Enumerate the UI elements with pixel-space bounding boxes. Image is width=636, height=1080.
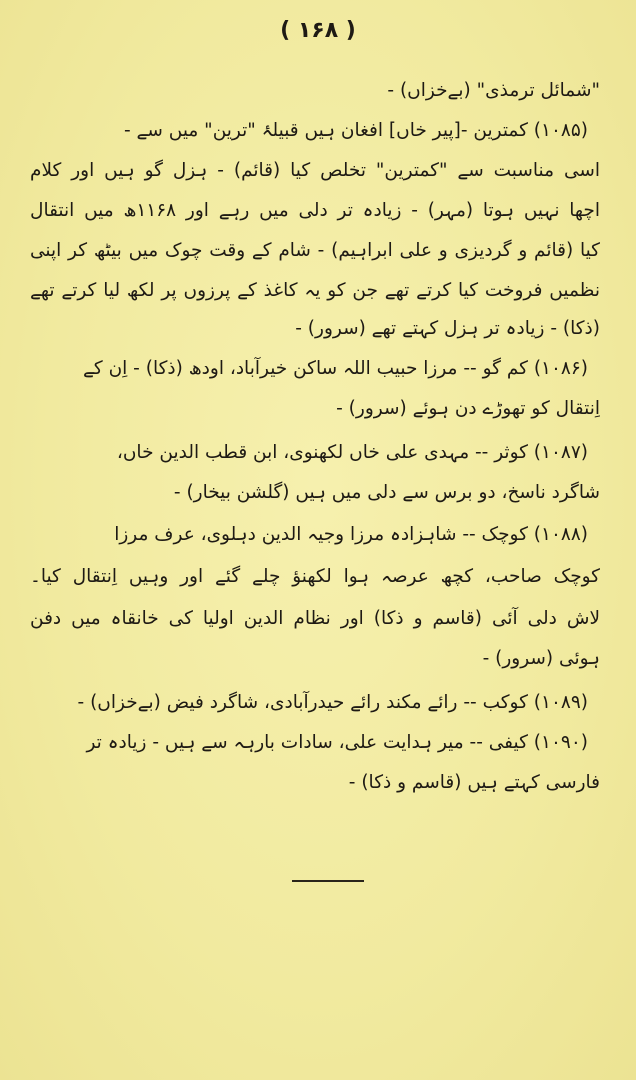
entry-1085-line-6: (ذکا) - زیادہ تر ہزل کہتے تھے (سرور) - xyxy=(295,318,600,339)
entry-1085-line-4: کیا (قائم و گردیزی و علی ابراہیم) - شام کے وقت چوک میں بیٹھ کر اپنی xyxy=(30,240,600,261)
entry-1088-line-4: ہوئی (سرور) - xyxy=(482,648,600,669)
entry-1086-line-2: اِنتقال کو تھوڑے دن ہوئے (سرور) - xyxy=(336,398,600,419)
section-divider xyxy=(292,880,364,882)
text-line-1: "شمائل ترمذی" (بےخزاں) - xyxy=(387,80,600,101)
entry-1088-line-2: کوچک صاحب، کچھ عرصہ ہوا لکھنؤ چلے گئے اور وہیں اِنتقال کیا۔ xyxy=(30,566,600,587)
entry-1087-line-1: (۱۰۸۷) کوثر -- مہدی علی خاں لکھنوی، ابن قطب الدین خاں، xyxy=(116,442,588,463)
entry-1090-line-2: فارسی کہتے ہیں (قاسم و ذکا) - xyxy=(348,772,600,793)
entry-1086-line-1: (۱۰۸۶) کم گو -- مرزا حبیب اللہ ساکن خیرآباد، اودھ (ذکا) - اِن کے xyxy=(83,358,588,379)
entry-1085-line-5: نظمیں فروخت کیا کرتے تھے جن کو یہ کاغذ کے پرزوں پر لکھ لیا کرتے تھے xyxy=(30,280,600,301)
entry-1088-line-1: (۱۰۸۸) کوچک -- شاہزادہ مرزا وجیہ الدین دہلوی، عرف مرزا xyxy=(114,524,588,545)
entry-1089-line-1: (۱۰۸۹) کوکب -- رائے مکند رائے حیدرآبادی، شاگرد فیض (بےخزاں) - xyxy=(77,692,588,713)
page-number: ( ۱۶۸ ) xyxy=(280,18,356,43)
entry-1090-line-1: (۱۰۹۰) کیفی -- میر ہدایت علی، سادات بارہہ سے ہیں - زیادہ تر xyxy=(86,732,588,753)
entry-1088-line-3: لاش دلی آئی (قاسم و ذکا) اور نظام الدین اولیا کی خانقاہ میں دفن xyxy=(30,608,600,629)
entry-1085-line-1: (۱۰۸۵) کمترین -[پیر خاں] افغان ہیں قبیلۂ "ترین" میں سے - xyxy=(123,120,588,141)
entry-1085-line-3: اچھا نہیں ہوتا (مہر) - زیادہ تر دلی میں رہے اور ۱۱۶۸ھ میں انتقال xyxy=(30,200,600,221)
entry-1085-line-2: اسی مناسبت سے "کمترین" تخلص کیا (قائم) - ہزل گو ہیں اور کلام xyxy=(30,160,600,181)
entry-1087-line-2: شاگرد ناسخ، دو برس سے دلی میں ہیں (گلشن بیخار) - xyxy=(173,482,600,503)
